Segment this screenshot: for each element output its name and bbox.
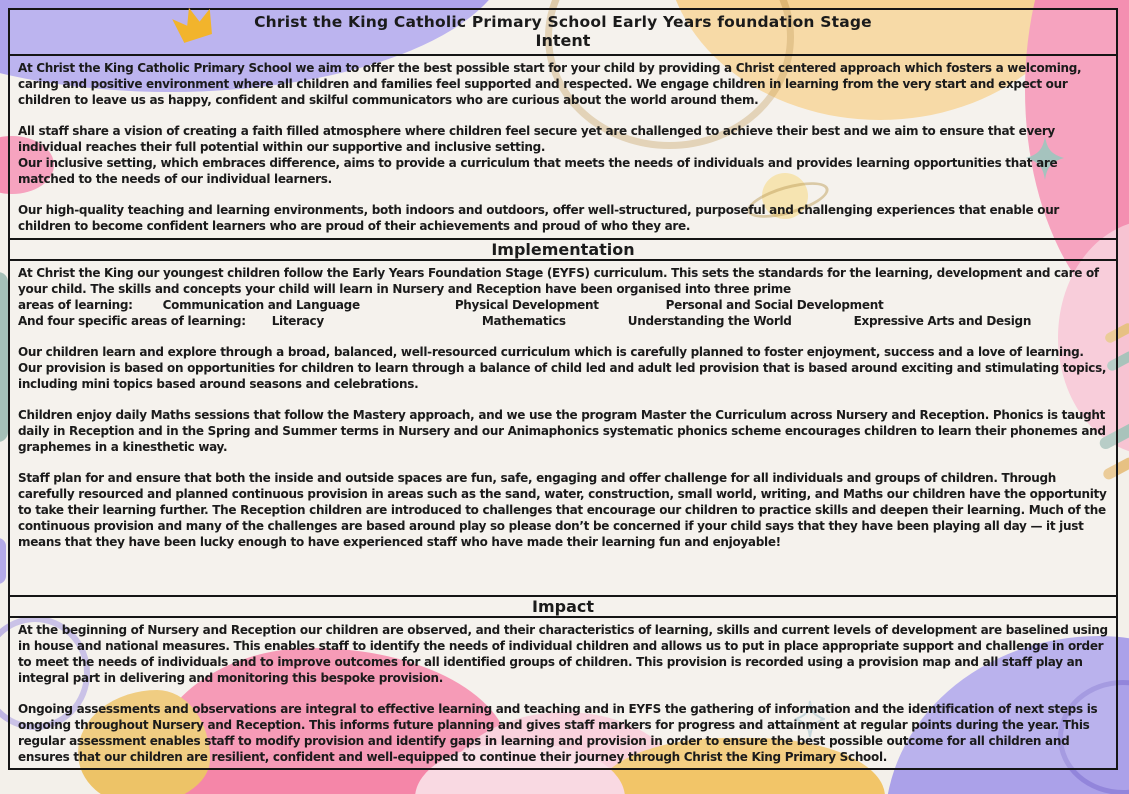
specific-areas-row — [18, 313, 1108, 329]
impact-paragraph-1: At the beginning of Nursery and Reception our children are observed, and their characteristics of learning, skills and current levels of development are baselined using in house and national measures. This enables staff to identify the needs of individual children and allows us to put in place appropriate support and challenge in order to meet the needs of individuals and to improve outcomes for all identified groups of children. This provision is recorded using a provision map and all staff play an integral part in delivering and monitoring this bespoke provision. — [18, 623, 1108, 685]
prime-area-item: Physical Development — [454, 298, 599, 312]
specific-area-item: Literacy — [271, 314, 324, 328]
intent-paragraph-2: All staff share a vision of creating a faith filled atmosphere where children feel secure yet are challenged to achieve their best and we aim to ensure that every individual reaches their full potential within our supportive and inclusive setting. — [18, 124, 1055, 154]
implementation-paragraph-3: Children enjoy daily Maths sessions that follow the Mastery approach, and we use the program Master the Curriculum across Nursery and Reception. Phonics is taught daily in Reception and in the Spring and Summer terms in Nursery and our Animaphonics systematic phonics scheme encourages children to learn their phonemes and graphemes in a kinesthetic way. — [18, 408, 1106, 454]
teal-strip-left — [0, 272, 8, 442]
intent-heading: Intent — [535, 31, 591, 50]
implementation-paragraph-1: At Christ the King our youngest children follow the Early Years Foundation Stage (EYFS) curriculum. This sets the standards for the learning, development and care of your child. The skills and concepts your child will learn in Nursery and Reception have been organised into three prime — [18, 266, 1099, 296]
prime-areas-label: areas of learning: — [18, 298, 133, 312]
specific-area-item: Understanding the World — [627, 314, 792, 328]
prime-area-item: Personal and Social Development — [665, 298, 884, 312]
implementation-paragraph-4: Staff plan for and ensure that both the inside and outside spaces are fun, safe, engaging and offer challenge for all individuals and groups of children. Through carefully resourced and planned continuous provision in areas such as the sand, water, construction, small world, writing, and Maths our children have the opportunity to take their learning further. The Reception children are introduced to challenges that encourage our children to practice skills and deepen their learning. Much of the continuous provision and many of the challenges are based around play so please don’t be concerned if your child says that they have been playing all day — it just means that they have been lucky enough to have experienced staff who have made their learning fun and enjoyable! — [18, 471, 1107, 549]
implementation-section — [10, 261, 1116, 597]
prime-area-item: Communication and Language — [162, 298, 360, 312]
impact-heading: Impact — [10, 597, 1116, 618]
impact-section — [10, 618, 1116, 768]
specific-areas-label: And four specific areas of learning: — [18, 314, 246, 328]
prime-areas-row — [18, 297, 1108, 313]
impact-paragraph-2: Ongoing assessments and observations are integral to effective learning and teaching and in EYFS the gathering of information and the identification of next steps is ongoing throughout Nursery and Reception. This informs future planning and gives staff markers for progress and attainment at regular points during the year. This regular assessment enables staff to modify provision and identify gaps in learning and provision in order to ensure the best possible outcome for all children and ensures that our children are resilient, confident and well-equipped to continue their journey through Christ the King Primary School. — [18, 702, 1098, 764]
intent-paragraph-3: Our inclusive setting, which embraces difference, aims to provide a curriculum that meets the needs of individuals and provides learning opportunities that are matched to the needs of our individual learners. — [18, 156, 1058, 186]
implementation-heading: Implementation — [10, 240, 1116, 261]
purple-bump-left — [0, 538, 6, 584]
page-title: Christ the King Catholic Primary School Early Years foundation Stage — [254, 13, 872, 31]
specific-area-item: Mathematics — [481, 314, 566, 328]
specific-area-item: Expressive Arts and Design — [853, 314, 1032, 328]
intent-section — [10, 56, 1116, 240]
implementation-paragraph-2: Our children learn and explore through a broad, balanced, well-resourced curriculum which is carefully planned to foster enjoyment, success and a love of learning. Our provision is based on opportunities for children to learn through a balance of child led and adult led provision that is based around exciting and stimulating topics, including mini topics based around seasons and celebrations. — [18, 345, 1107, 391]
intent-paragraph-1: At Christ the King Catholic Primary School we aim to offer the best possible start for your child by providing a Christ centered approach which fosters a welcoming, caring and positive environment where all children and families feel supported and respected. We engage children in learning from the very start and expect our children to leave us as happy, confident and skilful communicators who are curious about the world around them. — [18, 61, 1082, 107]
intent-paragraph-4: Our high-quality teaching and learning environments, both indoors and outdoors, offer well-structured, purposeful and challenging experiences that enable our children to become confident learners who are proud of their achievements and proud of who they are. — [18, 203, 1060, 233]
document — [8, 8, 1118, 770]
